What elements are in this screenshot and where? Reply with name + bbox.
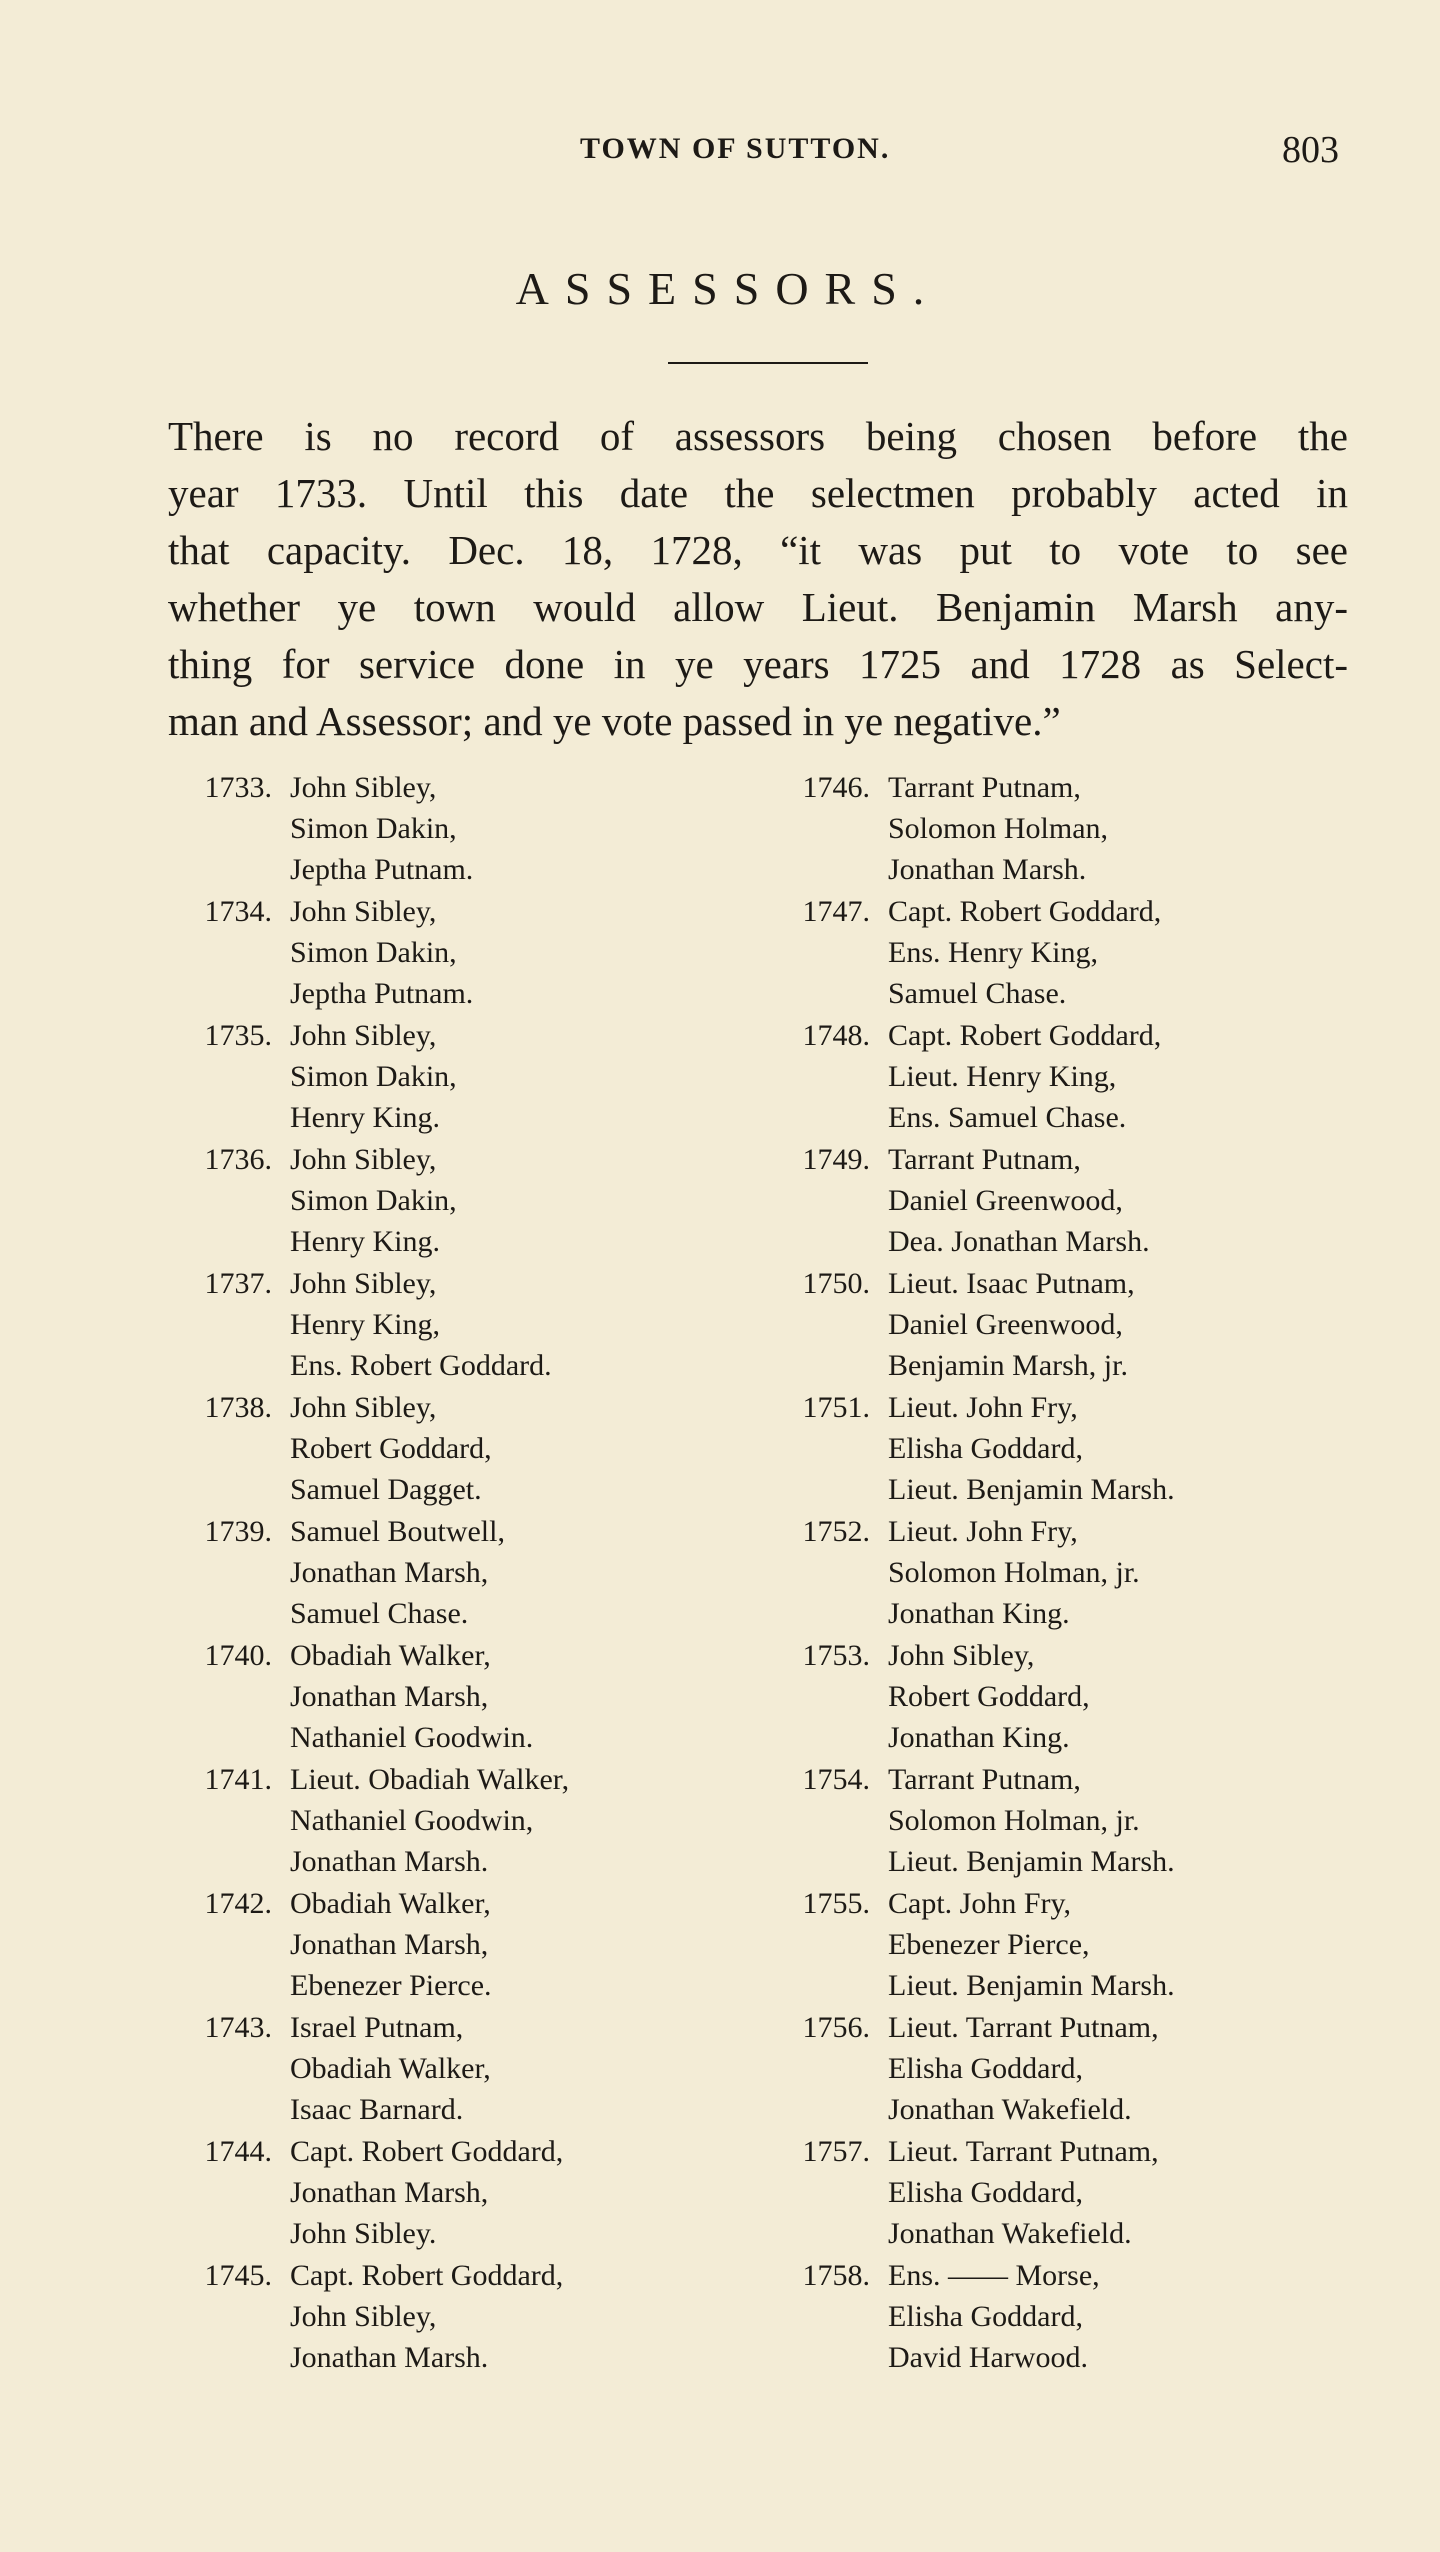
assessor-name: Tarrant Putnam, — [888, 1763, 1081, 1796]
assessor-name: Israel Putnam, — [290, 2011, 464, 2044]
entry-year: 1742. — [204, 1887, 272, 1920]
title-rule — [668, 362, 868, 364]
assessor-name: Simon Dakin, — [290, 936, 457, 969]
entry-names — [290, 1511, 505, 1634]
assessor-name: John Sibley, — [290, 2300, 437, 2333]
entry-year: 1755. — [802, 1887, 870, 1920]
assessor-name: Simon Dakin, — [290, 812, 457, 845]
assessor-name: Jonathan Marsh, — [290, 1680, 489, 1713]
assessor-name: Jonathan Marsh. — [290, 2341, 489, 2374]
running-title: TOWN OF SUTTON. — [580, 132, 891, 165]
assessor-name: Jeptha Putnam. — [290, 853, 474, 886]
entry-names — [888, 1635, 1090, 1758]
section-title: ASSESSORS. — [515, 263, 941, 314]
assessor-name: Jeptha Putnam. — [290, 977, 474, 1010]
assessor-name: Capt. Robert Goddard, — [290, 2135, 564, 2168]
assessor-entry — [168, 1263, 728, 1386]
assessor-entry — [766, 1883, 1326, 2006]
entry-names — [290, 2255, 563, 2378]
intro-line: There is no record of assessors being chosen before the — [168, 413, 1348, 459]
entry-names — [888, 767, 1108, 890]
assessor-name: Daniel Greenwood, — [888, 1184, 1123, 1217]
intro-line: that capacity. Dec. 18, 1728, “it was put to vote to see — [168, 527, 1348, 573]
assessor-entry — [168, 1883, 728, 2006]
entry-year: 1757. — [802, 2135, 870, 2168]
assessor-name: Henry King. — [290, 1225, 440, 1258]
entry-year: 1756. — [802, 2011, 870, 2044]
entry-year: 1752. — [802, 1515, 870, 1548]
assessor-name: Ens. —— Morse, — [888, 2259, 1100, 2292]
entry-year: 1734. — [204, 895, 272, 928]
assessor-name: Nathaniel Goodwin. — [290, 1721, 534, 1754]
entry-year: 1748. — [802, 1019, 870, 1052]
assessor-entry — [766, 1387, 1326, 1510]
entry-year: 1735. — [204, 1019, 272, 1052]
assessor-name: Ens. Robert Goddard. — [290, 1349, 552, 1382]
assessor-entry — [766, 767, 1326, 890]
assessor-name: John Sibley, — [888, 1639, 1035, 1672]
assessor-name: Robert Goddard, — [888, 1680, 1090, 1713]
entry-names — [888, 1015, 1161, 1138]
entry-names — [290, 891, 473, 1014]
assessor-name: Tarrant Putnam, — [888, 1143, 1081, 1176]
assessor-name: John Sibley, — [290, 1019, 437, 1052]
assessor-name: John Sibley, — [290, 895, 437, 928]
assessor-name: Lieut. Henry King, — [888, 1060, 1117, 1093]
assessor-name: Capt. Robert Goddard, — [290, 2259, 564, 2292]
page-number: 803 — [1282, 129, 1339, 171]
entry-names — [888, 1759, 1175, 1882]
assessor-name: Lieut. Obadiah Walker, — [290, 1763, 570, 1796]
entry-year: 1741. — [204, 1763, 272, 1796]
assessor-name: Solomon Holman, jr. — [888, 1804, 1140, 1837]
assessor-entry — [168, 1139, 728, 1262]
assessor-name: Lieut. John Fry, — [888, 1391, 1078, 1424]
entry-year: 1751. — [802, 1391, 870, 1424]
entry-names — [888, 1883, 1175, 2006]
entry-names — [290, 1759, 569, 1882]
assessor-name: Capt. John Fry, — [888, 1887, 1072, 1920]
assessor-name: John Sibley, — [290, 771, 437, 804]
assessor-name: Benjamin Marsh, jr. — [888, 1349, 1128, 1382]
left-column — [168, 767, 728, 2379]
entry-year: 1750. — [802, 1267, 870, 1300]
entry-year: 1736. — [204, 1143, 272, 1176]
assessor-name: Lieut. Tarrant Putnam, — [888, 2135, 1159, 2168]
assessor-name: Lieut. John Fry, — [888, 1515, 1078, 1548]
assessor-name: John Sibley, — [290, 1143, 437, 1176]
assessor-entry — [168, 1635, 728, 1758]
entry-names — [290, 1015, 457, 1138]
intro-line: year 1733. Until this date the selectmen probably acted in — [168, 470, 1348, 516]
assessor-name: Lieut. Benjamin Marsh. — [888, 1473, 1175, 1506]
assessor-entry — [168, 2255, 728, 2378]
entry-year: 1746. — [802, 771, 870, 804]
intro-line: man and Assessor; and ye vote passed in ye negative.” — [168, 698, 1061, 744]
assessor-name: Samuel Chase. — [888, 977, 1067, 1010]
entry-year: 1754. — [802, 1763, 870, 1796]
assessor-name: John Sibley, — [290, 1267, 437, 1300]
assessor-name: Simon Dakin, — [290, 1060, 457, 1093]
assessor-name: Ens. Samuel Chase. — [888, 1101, 1127, 1134]
assessor-name: Elisha Goddard, — [888, 2176, 1083, 2209]
assessor-name: Obadiah Walker, — [290, 2052, 491, 2085]
assessor-name: Daniel Greenwood, — [888, 1308, 1123, 1341]
assessor-name: Jonathan Wakefield. — [888, 2093, 1132, 2126]
entry-names — [888, 1511, 1140, 1634]
assessor-name: Lieut. Isaac Putnam, — [888, 1267, 1135, 1300]
entry-names — [290, 767, 473, 890]
assessor-name: Isaac Barnard. — [290, 2093, 464, 2126]
assessor-name: Elisha Goddard, — [888, 2052, 1083, 2085]
assessor-entry — [766, 1759, 1326, 1882]
entry-year: 1747. — [802, 895, 870, 928]
assessor-name: John Sibley, — [290, 1391, 437, 1424]
assessor-name: Capt. Robert Goddard, — [888, 895, 1162, 928]
assessor-entry — [168, 1387, 728, 1510]
assessor-entry — [766, 1263, 1326, 1386]
right-column — [766, 767, 1326, 2379]
entry-year: 1737. — [204, 1267, 272, 1300]
assessor-entry — [766, 2131, 1326, 2254]
assessor-name: Samuel Boutwell, — [290, 1515, 505, 1548]
assessor-name: Nathaniel Goodwin, — [290, 1804, 534, 1837]
assessor-name: Jonathan Marsh, — [290, 1556, 489, 1589]
entry-year: 1733. — [204, 771, 272, 804]
assessor-name: John Sibley. — [290, 2217, 437, 2250]
entry-year: 1753. — [802, 1639, 870, 1672]
entry-names — [290, 1635, 533, 1758]
assessor-name: Robert Goddard, — [290, 1432, 492, 1465]
assessor-name: Lieut. Benjamin Marsh. — [888, 1969, 1175, 2002]
assessor-entry — [168, 1511, 728, 1634]
assessor-name: Ebenezer Pierce, — [888, 1928, 1090, 1961]
assessor-name: Solomon Holman, jr. — [888, 1556, 1140, 1589]
assessor-name: Ebenezer Pierce. — [290, 1969, 492, 2002]
entry-year: 1739. — [204, 1515, 272, 1548]
assessor-entry — [168, 891, 728, 1014]
assessor-name: Elisha Goddard, — [888, 2300, 1083, 2333]
entry-names — [888, 1387, 1175, 1510]
assessor-entry — [168, 2007, 728, 2130]
assessor-name: Dea. Jonathan Marsh. — [888, 1225, 1150, 1258]
assessor-entry — [766, 891, 1326, 1014]
entry-names — [888, 1139, 1150, 1262]
assessor-name: Obadiah Walker, — [290, 1639, 491, 1672]
assessor-name: Lieut. Benjamin Marsh. — [888, 1845, 1175, 1878]
assessor-entry — [168, 2131, 728, 2254]
entry-year: 1744. — [204, 2135, 272, 2168]
intro-paragraph — [168, 408, 1348, 750]
assessor-entry — [766, 1015, 1326, 1138]
assessor-name: Samuel Chase. — [290, 1597, 469, 1630]
entry-names — [888, 891, 1161, 1014]
intro-line: thing for service done in ye years 1725 and 1728 as Select- — [168, 641, 1348, 687]
assessor-name: Solomon Holman, — [888, 812, 1109, 845]
entry-names — [888, 2007, 1159, 2130]
assessor-name: Tarrant Putnam, — [888, 771, 1081, 804]
entry-names — [888, 2131, 1159, 2254]
entry-year: 1740. — [204, 1639, 272, 1672]
entry-year: 1758. — [802, 2259, 870, 2292]
entry-year: 1745. — [204, 2259, 272, 2292]
entry-names — [290, 2007, 491, 2130]
entry-year: 1749. — [802, 1143, 870, 1176]
assessor-entry — [766, 1635, 1326, 1758]
assessor-name: Simon Dakin, — [290, 1184, 457, 1217]
entry-names — [290, 1387, 492, 1510]
entry-names — [888, 1263, 1135, 1386]
assessor-name: Capt. Robert Goddard, — [888, 1019, 1162, 1052]
entry-year: 1743. — [204, 2011, 272, 2044]
assessor-name: Jonathan Wakefield. — [888, 2217, 1132, 2250]
entry-names — [290, 1883, 492, 2006]
entry-names — [888, 2255, 1100, 2378]
assessor-name: Jonathan Marsh, — [290, 2176, 489, 2209]
assessor-entry — [766, 2255, 1326, 2378]
assessor-name: Henry King, — [290, 1308, 440, 1341]
assessor-name: Jonathan Marsh. — [888, 853, 1087, 886]
assessor-name: Lieut. Tarrant Putnam, — [888, 2011, 1159, 2044]
assessor-entry — [168, 1759, 728, 1882]
assessor-entry — [168, 767, 728, 890]
entry-names — [290, 1139, 457, 1262]
entry-year: 1738. — [204, 1391, 272, 1424]
assessor-name: David Harwood. — [888, 2341, 1088, 2374]
entry-names — [290, 1263, 552, 1386]
intro-line: whether ye town would allow Lieut. Benjamin Marsh any- — [168, 584, 1348, 630]
assessor-entry — [168, 1015, 728, 1138]
assessor-name: Jonathan Marsh. — [290, 1845, 489, 1878]
assessor-name: Jonathan King. — [888, 1597, 1070, 1630]
assessor-name: Henry King. — [290, 1101, 440, 1134]
assessor-name: Jonathan King. — [888, 1721, 1070, 1754]
assessor-entry — [766, 2007, 1326, 2130]
assessor-name: Samuel Dagget. — [290, 1473, 482, 1506]
assessor-name: Jonathan Marsh, — [290, 1928, 489, 1961]
assessor-entry — [766, 1139, 1326, 1262]
entry-names — [290, 2131, 563, 2254]
assessor-name: Ens. Henry King, — [888, 936, 1098, 969]
assessor-name: Elisha Goddard, — [888, 1432, 1083, 1465]
assessor-entry — [766, 1511, 1326, 1634]
assessor-name: Obadiah Walker, — [290, 1887, 491, 1920]
